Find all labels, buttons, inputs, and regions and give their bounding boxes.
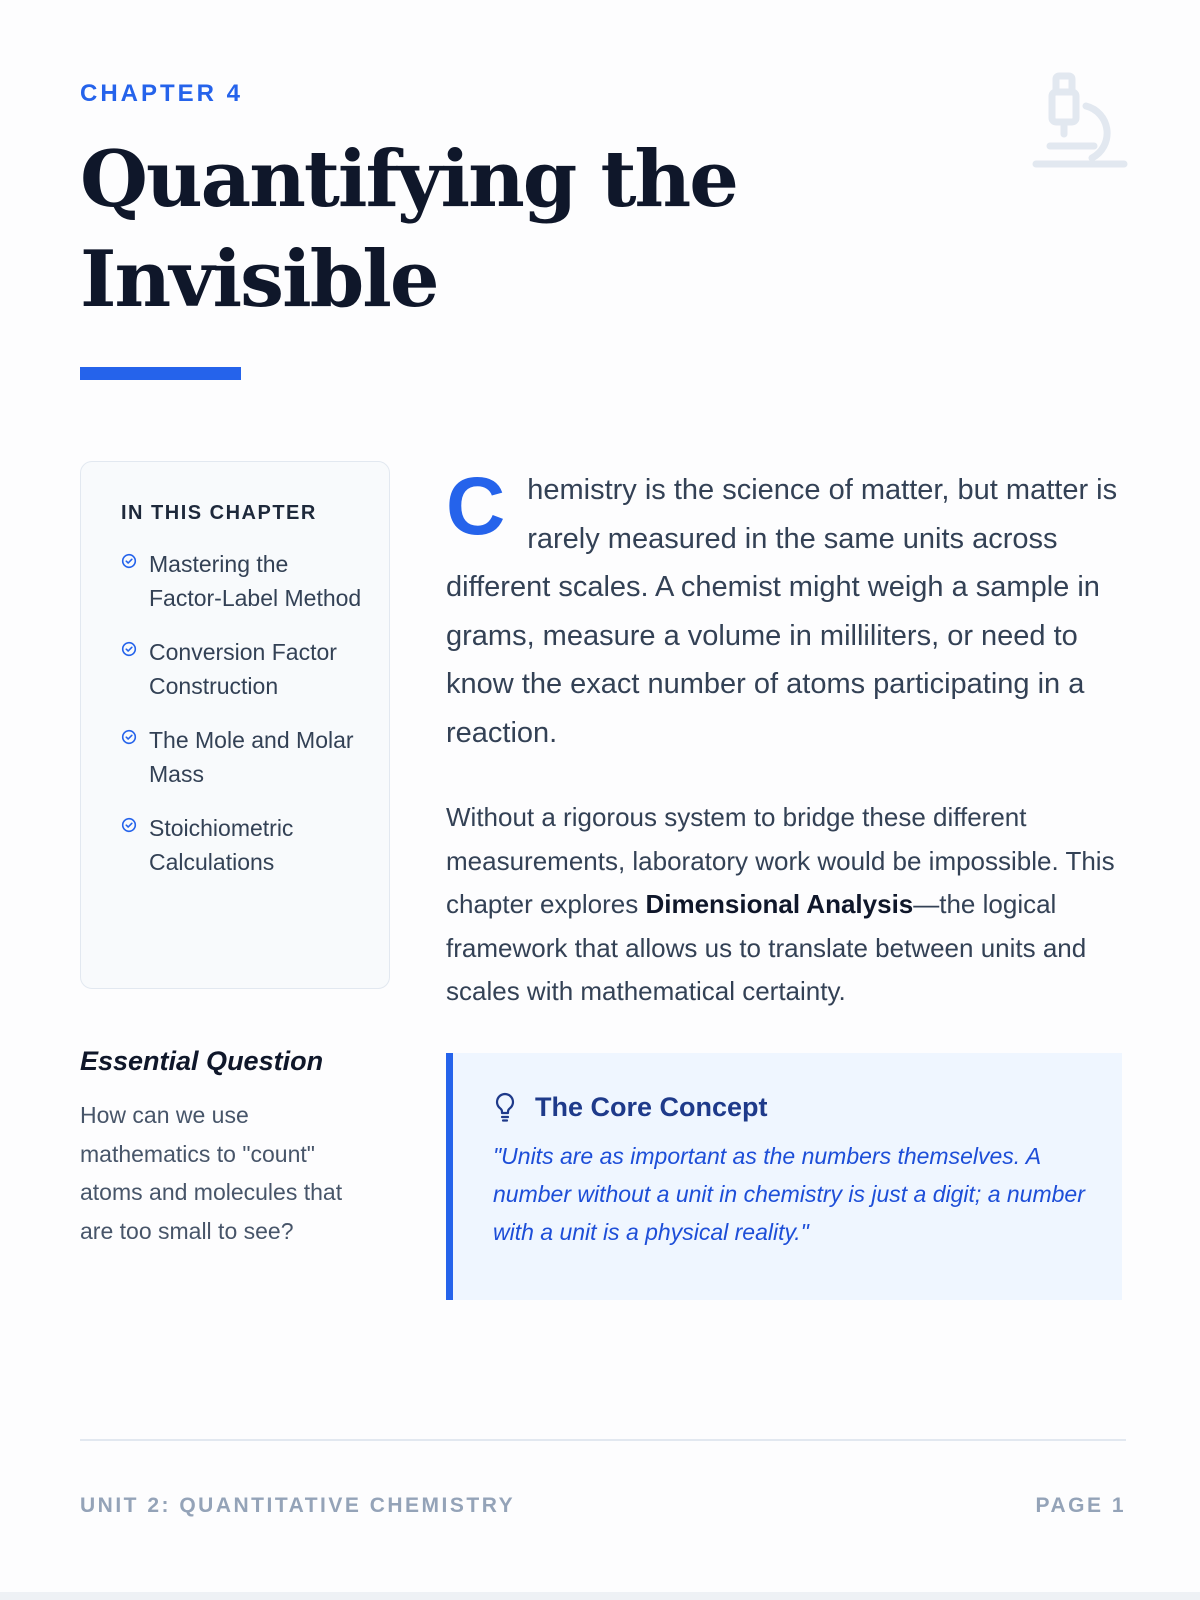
footer-page-number: PAGE 1 bbox=[1035, 1494, 1126, 1517]
drop-cap: C bbox=[446, 461, 506, 552]
key-term: Dimensional Analysis bbox=[645, 889, 914, 919]
essential-question-title: Essential Question bbox=[80, 1046, 324, 1076]
check-circle-icon bbox=[121, 729, 137, 745]
toc-item-label: Stoichiometric Calculations bbox=[149, 815, 294, 875]
essential-question-text: How can we use mathematics to "count" atoms and molecules that are too small to see? bbox=[80, 1102, 343, 1244]
body-paragraph bbox=[446, 796, 1136, 1014]
callout-quote: "Units are as important as the numbers themselves. A number without a unit in chemistry is just a digit; a number with a unit is a physical reality." bbox=[493, 1143, 1085, 1245]
check-circle-icon bbox=[121, 553, 137, 569]
toc-heading: IN THIS CHAPTER bbox=[121, 502, 317, 524]
callout-header bbox=[493, 1091, 1092, 1123]
core-concept-callout bbox=[446, 1053, 1122, 1300]
toc-item bbox=[121, 547, 365, 615]
callout-title: The Core Concept bbox=[535, 1091, 768, 1122]
body-text-start: Without a rigorous system to bridge these different measurements, laboratory work would be impossible. This chapter explores bbox=[446, 802, 1115, 919]
toc-item-label: The Mole and Molar Mass bbox=[149, 727, 354, 787]
toc-item bbox=[121, 811, 365, 879]
footer-unit-label: UNIT 2: QUANTITATIVE CHEMISTRY bbox=[80, 1494, 516, 1517]
body-text-end: —the logical framework that allows us to translate between units and scales with mathematical certainty. bbox=[446, 889, 1087, 1006]
toc-item bbox=[121, 635, 365, 703]
lightbulb-icon bbox=[493, 1091, 517, 1123]
check-circle-icon bbox=[121, 817, 137, 833]
chapter-label: CHAPTER 4 bbox=[80, 80, 244, 107]
footer-divider bbox=[80, 1439, 1126, 1441]
microscope-icon bbox=[1032, 70, 1128, 170]
toc-item-label: Conversion Factor Construction bbox=[149, 639, 337, 699]
toc-item bbox=[121, 723, 365, 791]
intro-text: hemistry is the science of matter, but matter is rarely measured in the same units across different scales. A chemist might weigh a sample in grams, measure a volume in milliliters, or need to know the exact number of atoms participating in a reaction. bbox=[446, 474, 1118, 749]
intro-paragraph bbox=[446, 461, 1126, 757]
check-circle-icon bbox=[121, 641, 137, 657]
chapter-contents-box bbox=[80, 461, 390, 989]
chapter-title: Quantifying the Invisible bbox=[80, 134, 737, 325]
title-underline bbox=[80, 367, 241, 380]
toc-item-label: Mastering the Factor-Label Method bbox=[149, 551, 362, 611]
